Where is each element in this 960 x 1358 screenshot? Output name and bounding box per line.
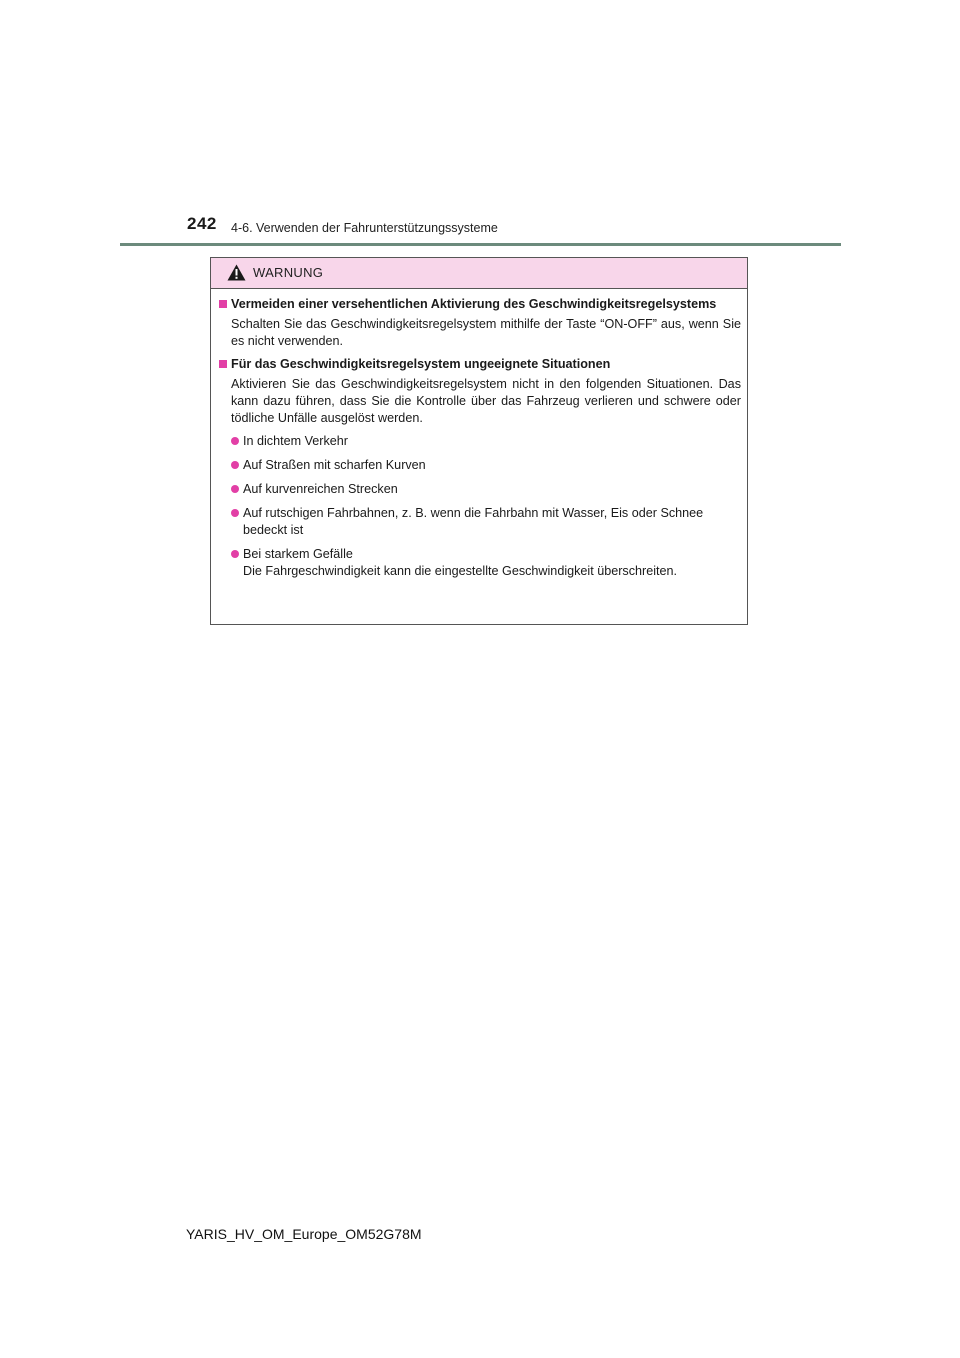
list-item (231, 481, 741, 498)
item-heading: Für das Geschwindigkeitsregelsystem ungeeignete Situationen (231, 357, 611, 371)
dot-bullet-icon (231, 550, 239, 558)
warning-item-unsuitable-situations (219, 356, 741, 580)
item-text: Schalten Sie das Geschwindigkeitsregelsystem mithilfe der Taste “ON-OFF” aus, wenn Sie es nicht verwenden. (231, 317, 741, 348)
warning-item-accidental-activation (219, 296, 741, 350)
dot-bullet-icon (231, 485, 239, 493)
list-item (231, 457, 741, 474)
warning-title: WARNUNG (253, 265, 324, 280)
list-item (231, 433, 741, 450)
list-item-text: In dichtem Verkehr (243, 434, 348, 448)
item-text: Aktivieren Sie das Geschwindigkeitsregelsystem nicht in den folgenden Situationen. Das kann dazu führen, dass Sie die Kontrolle über das Fahrzeug verlieren und schwere oder tödliche Unfälle ausgelöst werden. (231, 377, 741, 425)
list-item (231, 505, 741, 539)
page-number: 242 (187, 214, 217, 233)
list-item-note: Die Fahrgeschwindigkeit kann die eingestellte Geschwindigkeit überschreiten. (243, 564, 678, 578)
dot-bullet-icon (231, 437, 239, 445)
list-item-text: Auf Straßen mit scharfen Kurven (243, 458, 426, 472)
warning-box (210, 257, 748, 625)
square-bullet-icon (219, 360, 227, 368)
list-item-text: Auf kurvenreichen Strecken (243, 482, 398, 496)
square-bullet-icon (219, 300, 227, 308)
list-item-text: Bei starkem Gefälle (243, 547, 353, 561)
situation-list (231, 433, 741, 580)
header-divider (120, 243, 841, 246)
warning-body (211, 289, 747, 580)
section-title: 4-6. Verwenden der Fahrunterstützungssysteme (231, 221, 498, 235)
warning-header (211, 258, 747, 289)
document-code: YARIS_HV_OM_Europe_OM52G78M (186, 1226, 422, 1242)
dot-bullet-icon (231, 461, 239, 469)
list-item-text: Auf rutschigen Fahrbahnen, z. B. wenn die Fahrbahn mit Wasser, Eis oder Schnee bedeckt ist (243, 506, 704, 537)
list-item (231, 546, 741, 580)
dot-bullet-icon (231, 509, 239, 517)
item-heading: Vermeiden einer versehentlichen Aktivierung des Geschwindigkeitsregelsystems (231, 297, 717, 311)
warning-triangle-icon (227, 264, 246, 281)
